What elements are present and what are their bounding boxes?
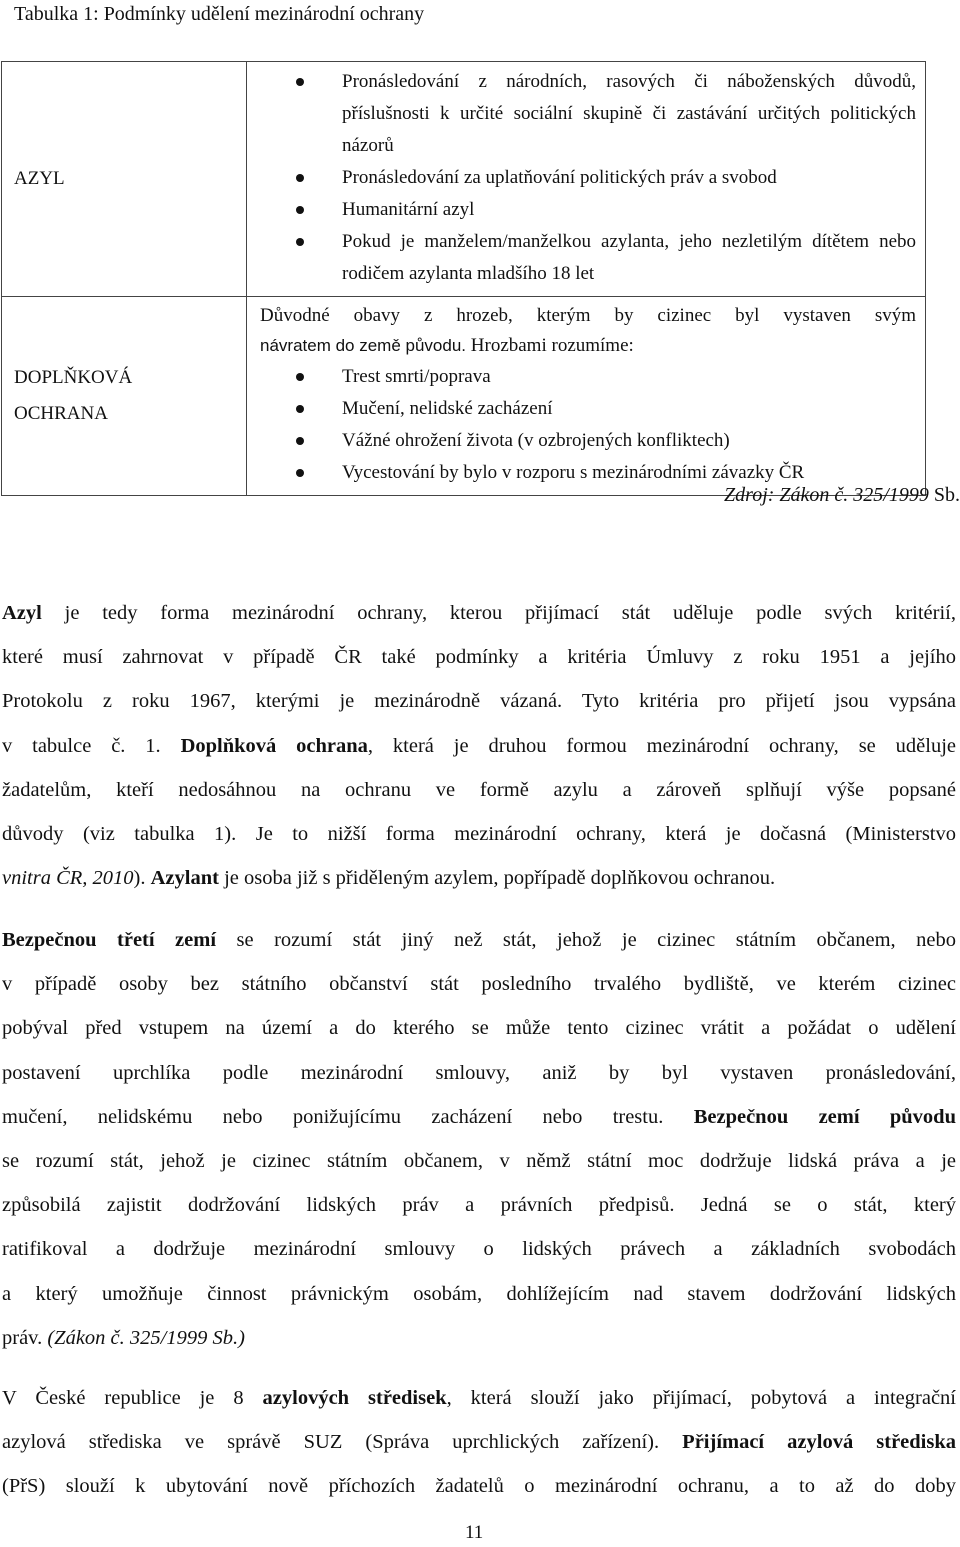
list-item: Pronásledování z národních, rasových či náboženských důvodů, příslušnosti k určité sociální skupině či zastávání určitých politických názorů <box>253 66 916 162</box>
list-item: Vážné ohrožení života (v ozbrojených konfliktech) <box>253 425 916 457</box>
table-row <box>2 62 926 297</box>
azyl-conditions <box>247 62 926 297</box>
paragraph-bezpecna-zeme: Bezpečnou třetí zemí se rozumí stát jiný než stát, jehož je cizinec státním občanem, nebo v případě osoby bez státního občanství stát posledního trvalého bydliště, ve kterém cizinec pobýval před vstupem na území a do kterého se může tento cizinec vrátit a požádat o udělení postavení uprchlíka podle mezinárodní smlouvy, aniž by byl vystaven pronásledování, mučení, nelidskému nebo ponižujícímu zacházení nebo trestu. Bezpečnou zemí původu se rozumí stát, jehož je cizinec státním občanem, v němž státní moc dodržuje lidská práva a je způsobilá zajistit dodržování lidských práv a právních předpisů. Jedná se o stát, který ratifikoval a dodržuje mezinárodní smlouvy o lidských právech a základních svobodách a který umožňuje činnost právnickým osobám, dohlížejícím nad stavem dodržování lidských práv. (Zákon č. 325/1999 Sb.) <box>2 929 957 1349</box>
bullet-icon <box>296 437 304 445</box>
bullet-icon <box>296 469 304 477</box>
row-label-azyl <box>2 62 247 297</box>
row-label-doplnkova <box>2 297 247 496</box>
table-source: Zdroj: Zákon č. 325/1999 Sb. <box>724 484 960 506</box>
bullet-icon <box>296 405 304 413</box>
azyl-list <box>253 66 916 290</box>
paragraph-azyl: Azyl je tedy forma mezinárodní ochrany, kterou přijímací stát uděluje podle svých kritérií, které musí zahrnovat v případě ČR také podmínky a kritéria Úmluvy z roku 1951 a jejího Protokolu z roku 1967, kterými je mezinárodně vázaná. Tyto kritéria pro přijetí jsou vypsána v tabulce č. 1. Doplňková ochrana, která je druhou formou mezinárodní ochrany, se uděluje žadatelům, kteří nedosáhnou na ochranu ve formě azylu a zároveň splňují výše popsané důvody (viz tabulka 1). Je to nižší forma mezinárodní ochrany, která je dočasná (Ministerstvo vnitra ČR, 2010). Azylant je osoba již s přiděleným azylem, popřípadě doplňkovou ochranou. <box>2 602 956 890</box>
list-item: Vycestování by bylo v rozporu s mezinárodními závazky ČR <box>253 457 916 489</box>
list-item: Pronásledování za uplatňování politických práv a svobod <box>253 162 916 194</box>
azyl-label: AZYL <box>14 168 65 189</box>
bullet-icon <box>296 238 304 246</box>
list-item: Mučení, nelidské zacházení <box>253 393 916 425</box>
conditions-table <box>1 61 926 496</box>
list-item: Humanitární azyl <box>253 194 916 226</box>
threats-list <box>253 361 916 489</box>
bullet-icon <box>296 373 304 381</box>
ochrana-label: OCHRANA <box>14 403 108 424</box>
bullet-icon <box>296 206 304 214</box>
table-caption: Tabulka 1: Podmínky udělení mezinárodní ochrany <box>14 3 425 25</box>
table-row <box>2 297 926 496</box>
page-number: 11 <box>465 1522 484 1543</box>
doplnkova-conditions <box>247 297 926 496</box>
doplnkova-intro: Důvodné obavy z hrozeb, kterým by cizinec byl vystaven svým návratem do země původu. Hrozbami rozumíme: <box>260 305 916 356</box>
list-item: Pokud je manželem/manželkou azylanta, jeho nezletilým dítětem nebo rodičem azylanta mladšího 18 let <box>253 226 916 290</box>
doplnkova-label: DOPLŇKOVÁ <box>14 367 133 388</box>
bullet-icon <box>296 174 304 182</box>
list-item: Trest smrti/poprava <box>253 361 916 393</box>
bullet-icon <box>296 78 304 86</box>
paragraph-strediska: V České republice je 8 azylových středisek, která slouží jako přijímací, pobytová a integrační azylová střediska ve správě SUZ (Správa uprchlických zařízení). Přijímací azylová střediska (PřS) slouží k ubytování nově příchozích žadatelů o mezinárodní ochranu, a to až do doby <box>2 1387 957 1498</box>
